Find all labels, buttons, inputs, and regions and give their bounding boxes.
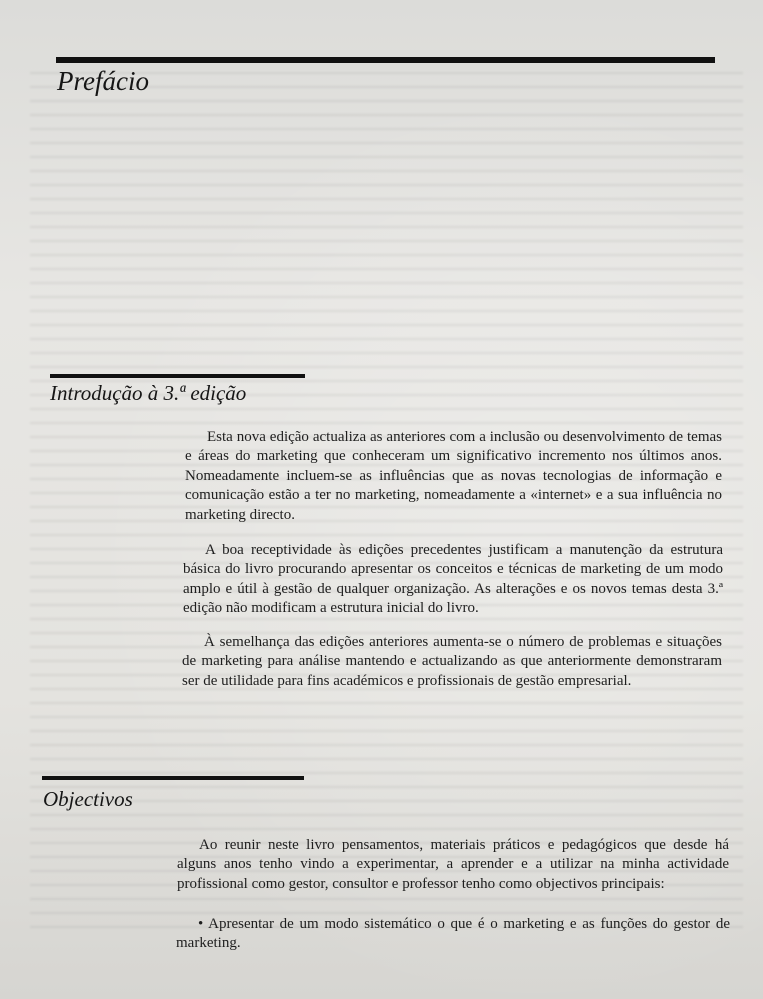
top-rule <box>56 57 715 63</box>
section-heading-objectivos: Objectivos <box>43 787 133 811</box>
objectivos-paragraph-text: Ao reunir neste livro pensamentos, materiais práticos e pedagógicos que desde há alguns anos tenho vindo a experimentar, a aprender e a utilizar na minha actividade profissional como gestor, consultor e professor tenho como objectivos principais: <box>177 837 729 892</box>
intro-paragraph-3 <box>182 633 722 691</box>
bullet-icon: • <box>198 916 204 932</box>
intro-paragraph-2-text: A boa receptividade às edições precedentes justificam a manutenção da estrutura básica do livro procurando apresentar os conceitos e técnicas de marketing de um modo amplo e útil à gestão de qualquer organização. As alterações e os novos temas desta 3.ª edição não modificam a estrutura inicial do livro. <box>183 542 723 617</box>
intro-paragraph-1 <box>185 428 722 525</box>
section-heading-introducao: Introdução à 3.ª edição <box>50 381 247 405</box>
objectivos-bullet-text: Apresentar de um modo sistemático o que é o marketing e as funções do gestor de marketing. <box>176 916 730 952</box>
intro-paragraph-1-text: Esta nova edição actualiza as anteriores com a inclusão ou desenvolvimento de temas e áreas do marketing que conheceram um significativo incremento nos últimos anos. Nomeadamente incluem-se as influências que as novas tecnologias de informação e comunicação estão a ter no marketing, nomeadamente a «internet» e a sua influência no marketing directo. <box>185 429 722 523</box>
objectivos-bullet-item <box>176 915 730 954</box>
objectivos-rule <box>42 776 304 780</box>
intro-paragraph-3-text: À semelhança das edições anteriores aumenta-se o número de problemas e situações de marketing para análise mantendo e actualizando as que anteriormente demonstraram ser de utilidade para fins académicos e profissionais de gestão empresarial. <box>182 634 722 689</box>
intro-paragraph-2 <box>183 541 723 619</box>
objectivos-paragraph <box>177 836 729 894</box>
intro-rule <box>50 374 305 378</box>
page-title: Prefácio <box>57 66 149 96</box>
